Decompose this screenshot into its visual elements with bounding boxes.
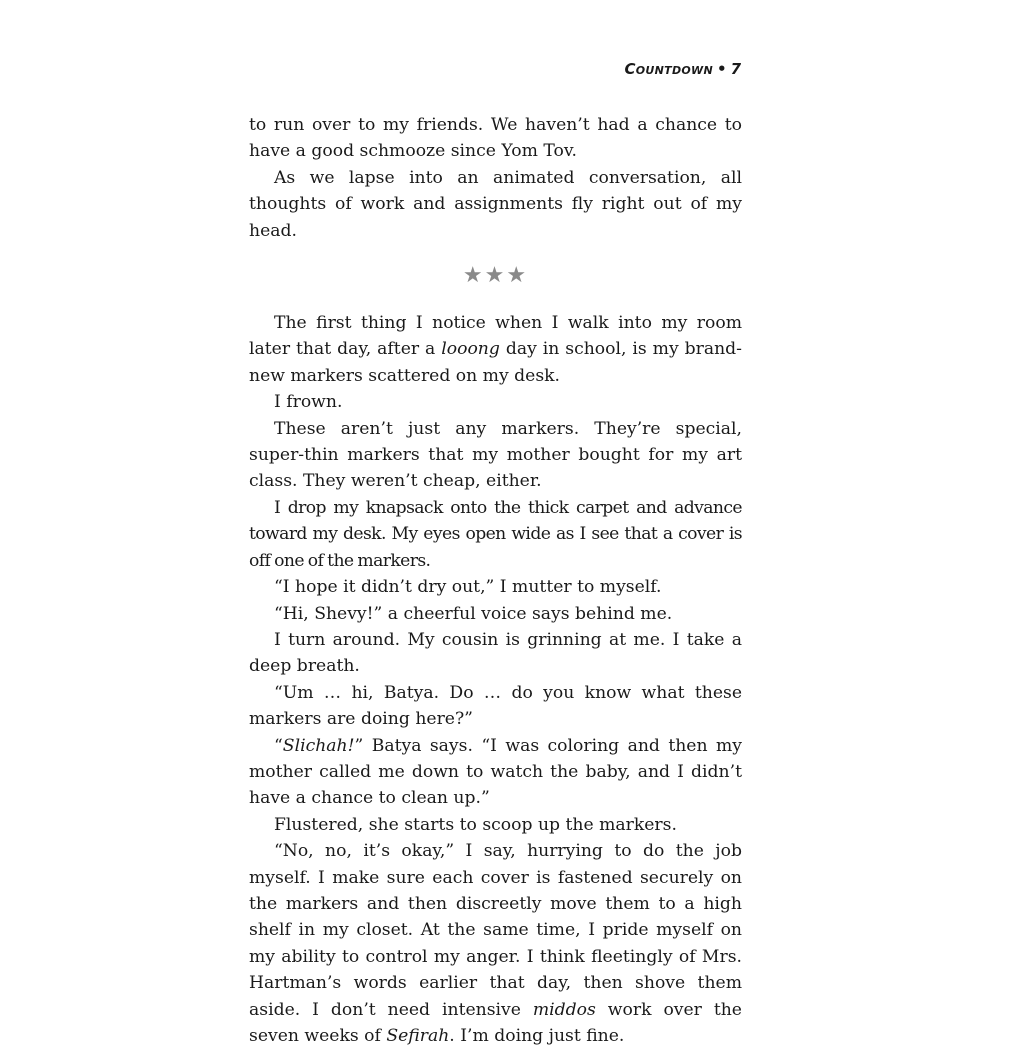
scene-break-stars-icon: ★★★ (462, 263, 529, 289)
text-run: I frown. (274, 392, 343, 413)
paragraph (249, 310, 742, 389)
text-run: I turn around. My cousin is grinning at me. I take a deep breath. (249, 629, 742, 677)
text-run: “Um … hi, Batya. Do … do you know what these markers are doing here?” (249, 682, 742, 730)
paragraph (249, 112, 742, 165)
page-number: 7 (730, 60, 741, 78)
paragraph (249, 165, 742, 244)
paragraph (249, 838, 742, 1049)
running-head-separator: • (716, 60, 727, 78)
text-run: The first thing I notice when I walk into my room later that day, after a (249, 313, 742, 360)
text-run: . I’m doing just fine. (449, 1026, 625, 1046)
text-run: These aren’t just any markers. They’re special, super-thin markers that my mother bought for my art class. They weren’t cheap, either. (249, 418, 742, 492)
paragraph (249, 627, 742, 680)
text-run: to run over to my friends. We haven’t had a chance to have a good schmooze since Yom Tov. (249, 115, 742, 162)
paragraph (249, 733, 742, 812)
italic-text: Sefirah (386, 1026, 450, 1046)
paragraph (249, 812, 742, 838)
running-head (624, 60, 741, 78)
text-run: I drop my knapsack onto the thick carpet and advance toward my desk. My eyes open wide as I see that a cover is off one of the markers. (249, 497, 742, 571)
paragraph (249, 574, 742, 600)
paragraph (249, 389, 742, 415)
paragraph (249, 680, 742, 733)
text-run: work over the seven weeks of (249, 999, 742, 1046)
text-run: Flustered, she starts to scoop up the markers. (274, 814, 677, 835)
italic-text: middos (532, 999, 596, 1020)
running-head-title: Countdown (624, 60, 713, 78)
body-text (249, 112, 742, 1049)
text-run: “ (274, 735, 283, 756)
text-run: “No, no, it’s okay,” I say, hurrying to do the job myself. I make sure each cover is fastened securely on the markers and then discreetly move them to a high shelf in my closet. At the same time, I pride myself on my ability to control my anger. I think fleetingly of Mrs. Hartman’s words earlier that day, then shove them aside. I don’t need intensive (249, 841, 742, 1020)
scene-break (249, 249, 742, 304)
italic-text: Slichah! (282, 735, 355, 756)
italic-text: looong (441, 339, 500, 360)
text-run: “I hope it didn’t dry out,” I mutter to myself. (274, 577, 662, 598)
text-run: ” Batya says. “I was coloring and then my mother called me down to watch the baby, and I didn’t have a chance to clean up.” (249, 735, 742, 809)
text-run: As we lapse into an animated conversation, all thoughts of work and assignments fly right out of my head. (249, 167, 742, 241)
paragraph (249, 495, 742, 574)
paragraph (249, 601, 742, 627)
text-run: day in school, is my brand-new markers scattered on my desk. (249, 339, 742, 386)
paragraph (249, 416, 742, 495)
text-run: “Hi, Shevy!” a cheerful voice says behind me. (274, 603, 673, 624)
